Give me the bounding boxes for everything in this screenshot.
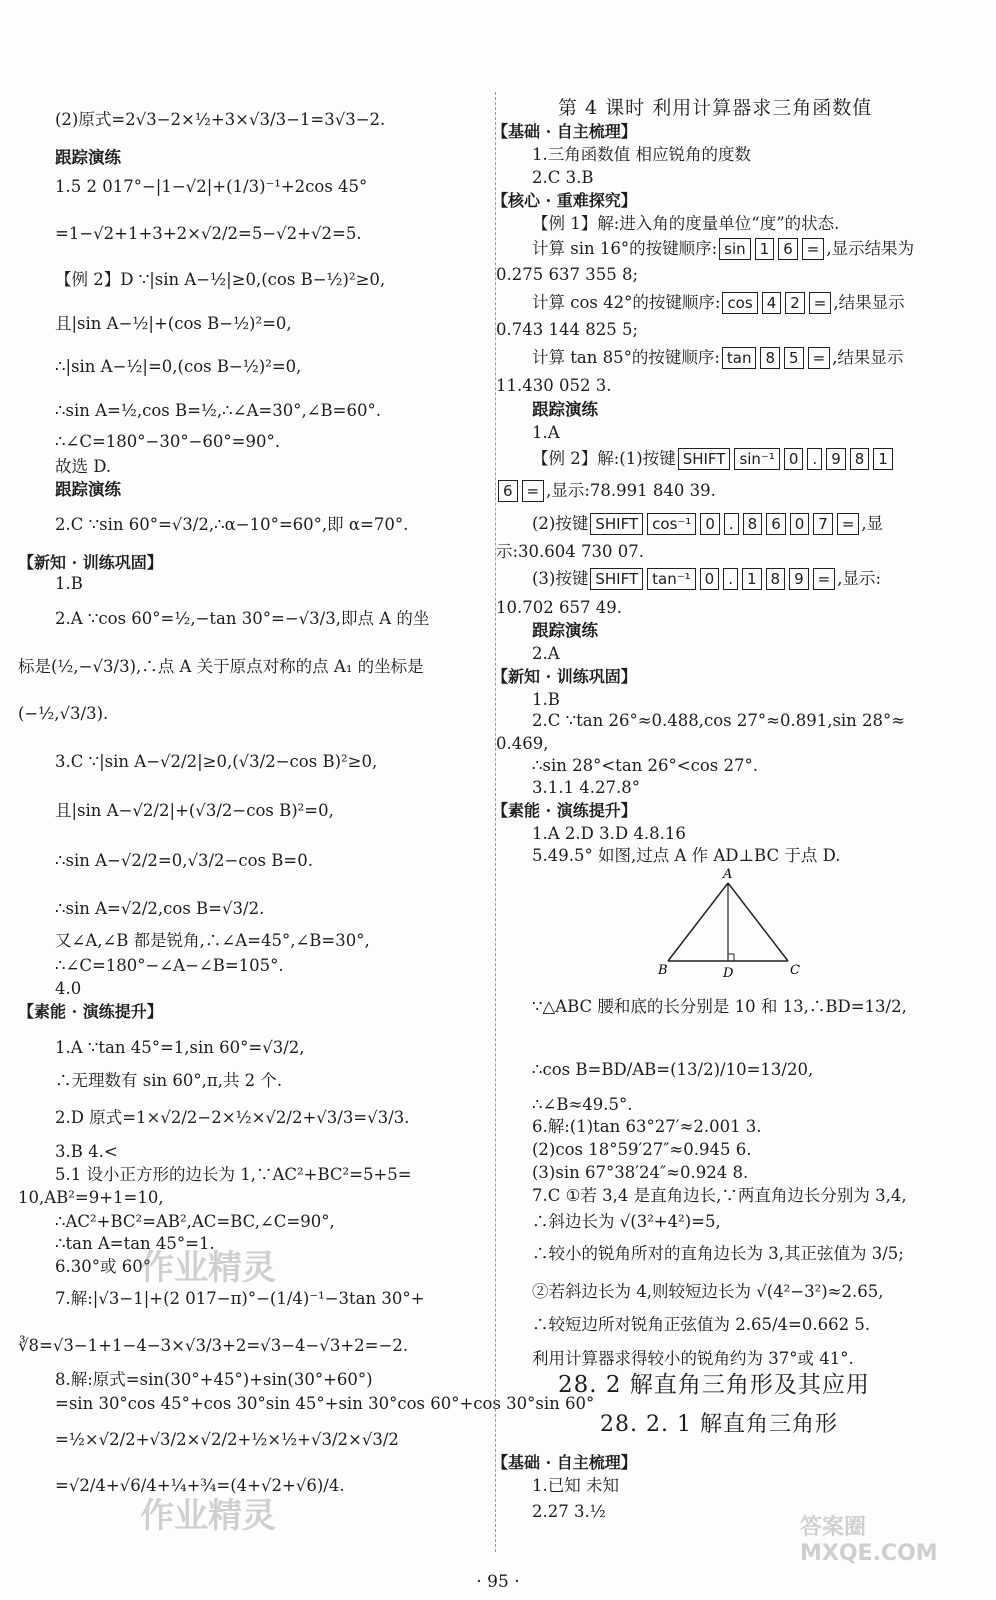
right-line-4 xyxy=(532,166,593,190)
line-text: 4.0 xyxy=(55,979,82,998)
right-line-44 xyxy=(558,1373,870,1397)
line-text: 2.C ∵sin 60°=√3/2,∴α−10°=60°,即 α=70°. xyxy=(55,515,409,534)
line-text: 10,AB²=9+1=10, xyxy=(18,1188,164,1207)
line-text: 跟踪演练 xyxy=(532,400,598,419)
line-text: 3.1.1 4.27.8° xyxy=(532,778,640,797)
line-text: 且|sin A−√2/2|+(√3/2−cos B)²=0, xyxy=(55,801,334,820)
line-text: 11.430 052 3. xyxy=(496,376,612,395)
line-text: 【例 1】解:进入角的度量单位“度”的状态. xyxy=(532,214,840,233)
left-line-19 xyxy=(55,799,334,823)
right-line-46 xyxy=(492,1451,637,1475)
line-text: ∴∠B≈49.5°. xyxy=(532,1095,633,1114)
line-text: 7.C ①若 3,4 是直角边长,∵两直角边长分别为 3,4, xyxy=(532,1186,907,1205)
left-line-29 xyxy=(55,1140,118,1164)
line-text: =1−√2+1+3+2×√2/2=5−√2+√2=5. xyxy=(55,224,362,243)
side-ab xyxy=(668,883,728,961)
calculator-key: 6 xyxy=(498,480,518,502)
line-text: 2.A xyxy=(532,644,560,663)
line-text: =√2/4+√6/4+¼+¾=(4+√2+√6)/4. xyxy=(55,1476,345,1495)
calculator-key: 4 xyxy=(762,292,782,314)
right-line-20 xyxy=(496,596,622,620)
line-text: (3)sin 67°38′24″≈0.924 8. xyxy=(532,1163,749,1182)
line-tail: ,结果显示 xyxy=(832,348,904,367)
right-line-9 xyxy=(532,291,905,315)
line-text: 1.三角函数值 相应锐角的度数 xyxy=(532,145,751,164)
line-text: ∴较小的锐角所对的直角边长为 3,其正弦值为 3/5; xyxy=(532,1244,904,1263)
line-tail: ,显 xyxy=(861,514,884,533)
left-line-7 xyxy=(55,355,301,379)
line-text: 【基础 · 自主梳理】 xyxy=(492,1453,637,1472)
right-angle-mark xyxy=(728,954,734,961)
line-text: 2.C 3.B xyxy=(532,168,594,187)
left-line-18 xyxy=(55,750,377,774)
line-text: 【例 2】解:(1)按键 xyxy=(532,449,676,468)
left-line-13 xyxy=(18,551,163,575)
left-line-23 xyxy=(55,954,284,978)
right-line-3 xyxy=(532,143,751,167)
line-text: 1.B xyxy=(55,574,83,593)
left-line-26 xyxy=(55,1036,305,1060)
line-tail: ,结果显示 xyxy=(833,293,905,312)
line-text: ∴tan A=tan 45°=1. xyxy=(55,1234,215,1253)
label-b: B xyxy=(658,963,668,978)
line-text: ∵△ABC 腰和底的长分别是 10 和 13,∴BD=13/2, xyxy=(532,997,907,1016)
left-line-31 xyxy=(18,1186,164,1210)
line-text: ∴cos B=BD/AB=(13/2)/10=13/20, xyxy=(532,1060,814,1079)
right-line-5 xyxy=(492,189,637,213)
line-text: 10.702 657 49. xyxy=(496,598,622,617)
calculator-key: cos xyxy=(722,292,757,314)
right-line-21 xyxy=(532,619,598,643)
line-text: 1.已知 未知 xyxy=(532,1476,619,1495)
calculator-key: 8 xyxy=(850,448,870,470)
left-line-36 xyxy=(18,1334,408,1358)
calculator-key: = xyxy=(837,513,860,535)
left-line-8 xyxy=(55,399,381,423)
line-text: ∴sin 28°<tan 26°<cos 27°. xyxy=(532,756,758,775)
triangle-figure xyxy=(658,867,813,981)
right-line-10 xyxy=(496,318,638,342)
left-line-3 xyxy=(55,175,367,199)
line-text: 计算 cos 42°的按键顺序: xyxy=(532,293,721,312)
calculator-key: SHIFT xyxy=(590,513,643,535)
left-line-11 xyxy=(55,478,121,502)
right-line-23 xyxy=(492,665,637,689)
right-line-27 xyxy=(532,754,758,778)
right-line-19 xyxy=(532,567,881,591)
line-tail: ,显示: xyxy=(837,569,882,588)
line-text: 【例 2】D ∵|sin A−½|≥0,(cos B−½)²≥0, xyxy=(55,270,386,289)
line-text: 计算 tan 85°的按键顺序: xyxy=(532,348,720,367)
line-text: (2)按键 xyxy=(532,514,589,533)
calculator-key: . xyxy=(724,513,739,535)
right-line-11 xyxy=(532,346,903,370)
right-line-32 xyxy=(532,995,907,1019)
calculator-key: tan⁻¹ xyxy=(647,568,696,590)
right-line-8 xyxy=(496,263,638,287)
right-line-7 xyxy=(532,237,914,261)
line-text: 1.B xyxy=(532,690,560,709)
line-text: 0.469, xyxy=(496,734,549,753)
line-text: 28. 2. 1 解直角三角形 xyxy=(600,1412,838,1437)
right-line-29 xyxy=(492,799,637,823)
left-line-16 xyxy=(18,655,424,679)
right-line-28 xyxy=(532,776,640,800)
calculator-key: tan xyxy=(722,347,757,369)
page-number: · 95 · xyxy=(476,1572,520,1592)
line-text: 第 4 课时 利用计算器求三角函数值 xyxy=(558,97,873,119)
line-text: 2.A ∵cos 60°=½,−tan 30°=−√3/3,即点 A 的坐 xyxy=(55,609,430,628)
right-line-31 xyxy=(532,844,840,868)
calculator-key: 5 xyxy=(784,347,804,369)
line-text: 1.5 2 017°−|1−√2|+(1/3)⁻¹+2cos 45° xyxy=(55,177,368,196)
calculator-key: SHIFT xyxy=(590,568,643,590)
left-line-14 xyxy=(55,572,83,596)
line-text: 2.27 3.½ xyxy=(532,1502,606,1521)
calculator-key: = xyxy=(809,292,832,314)
line-text: 故选 D. xyxy=(55,457,112,476)
calculator-key: 6 xyxy=(778,238,798,260)
calculator-key: 1 xyxy=(742,568,762,590)
label-d: D xyxy=(723,966,734,981)
left-line-28 xyxy=(55,1106,410,1130)
calculator-key: 8 xyxy=(766,568,786,590)
calculator-key: . xyxy=(723,568,738,590)
calculator-key: = xyxy=(522,480,545,502)
calculator-key: 1 xyxy=(873,448,893,470)
right-line-48 xyxy=(532,1500,606,1524)
label-c: C xyxy=(790,963,800,978)
line-text: 跟踪演练 xyxy=(55,148,121,167)
line-text: ∴∠C=180°−30°−60°=90°. xyxy=(55,432,280,451)
right-line-41 xyxy=(532,1280,883,1304)
line-text: ∴无理数有 sin 60°,π,共 2 个. xyxy=(55,1071,283,1090)
calculator-key: 0 xyxy=(784,448,804,470)
calculator-key: 8 xyxy=(743,513,763,535)
left-line-10 xyxy=(55,455,111,479)
left-line-38 xyxy=(55,1392,594,1416)
line-text: 计算 sin 16°的按键顺序: xyxy=(532,239,718,258)
right-line-1 xyxy=(558,96,872,120)
right-line-37 xyxy=(532,1161,748,1185)
right-line-39 xyxy=(532,1210,721,1234)
watermark-2: 作业精灵 xyxy=(140,1496,276,1536)
line-text: 【素能 · 演练提升】 xyxy=(18,1002,163,1021)
line-text: 【新知 · 训练巩固】 xyxy=(492,667,637,686)
line-text: ∴sin A=√2/2,cos B=√3/2. xyxy=(55,899,265,918)
left-line-35 xyxy=(55,1287,424,1311)
right-line-40 xyxy=(532,1242,904,1266)
right-line-35 xyxy=(532,1115,762,1139)
line-text: 0.743 144 825 5; xyxy=(496,320,639,339)
line-text: 【核心 · 重难探究】 xyxy=(492,191,637,210)
line-text: (−½,√3/3). xyxy=(18,704,109,723)
left-line-1 xyxy=(55,108,385,132)
line-text: ∴sin A−√2/2=0,√3/2−cos B=0. xyxy=(55,851,313,870)
right-line-6 xyxy=(532,212,839,236)
calculator-key: sin⁻¹ xyxy=(734,448,779,470)
calculator-key: 0 xyxy=(790,513,810,535)
left-line-27 xyxy=(55,1069,282,1093)
line-text: 1.A ∵tan 45°=1,sin 60°=√3/2, xyxy=(55,1038,305,1057)
line-text: ∴∠C=180°−∠A−∠B=105°. xyxy=(55,956,284,975)
right-line-16 xyxy=(496,479,716,503)
calculator-key: cos⁻¹ xyxy=(647,513,696,535)
right-line-14 xyxy=(532,421,560,445)
right-line-26 xyxy=(496,732,548,756)
calculator-key: 2 xyxy=(785,292,805,314)
right-line-42 xyxy=(532,1313,870,1337)
line-tail: ,显示结果为 xyxy=(826,239,915,258)
line-text: 7.解:|√3−1|+(2 017−π)°−(1/4)⁻¹−3tan 30°+ xyxy=(55,1289,425,1308)
line-text: 标是(½,−√3/3),∴点 A 关于原点对称的点 A₁ 的坐标是 xyxy=(18,657,424,676)
line-text: ∴|sin A−½|=0,(cos B−½)²=0, xyxy=(55,357,302,376)
line-text: ∴斜边长为 √(3²+4²)=5, xyxy=(532,1212,721,1231)
watermark-3: 答案圈 MXQE.COM xyxy=(800,1515,938,1566)
right-line-17 xyxy=(532,512,883,536)
left-line-30 xyxy=(55,1163,412,1187)
line-text: 2.D 原式=1×√2/2−2×½×√2/2+√3/3=√3/3. xyxy=(55,1108,410,1127)
line-text: 6.解:(1)tan 63°27′≈2.001 3. xyxy=(532,1117,762,1136)
left-line-2 xyxy=(55,146,121,170)
left-line-24 xyxy=(55,977,81,1001)
line-text: 且|sin A−½|+(cos B−½)²=0, xyxy=(55,314,292,333)
line-text: 8.解:原式=sin(30°+45°)+sin(30°+60°) xyxy=(55,1370,373,1389)
line-text: 5.49.5° 如图,过点 A 作 AD⊥BC 于点 D. xyxy=(532,846,841,865)
calculator-key: 9 xyxy=(826,448,846,470)
line-text: 【素能 · 演练提升】 xyxy=(492,801,637,820)
line-text: 示:30.604 730 07. xyxy=(496,542,645,561)
calculator-key: . xyxy=(807,448,822,470)
calculator-key: = xyxy=(808,347,831,369)
right-line-15 xyxy=(532,447,895,471)
left-line-5 xyxy=(55,268,385,292)
line-text: =½×√2/2+√3/2×√2/2+½×½+√3/2×√3/2 xyxy=(55,1430,399,1449)
calculator-key: 1 xyxy=(755,238,775,260)
left-line-22 xyxy=(55,929,370,953)
line-text: ∴AC²+BC²=AB²,AC=BC,∠C=90°, xyxy=(55,1212,335,1231)
line-text: 又∠A,∠B 都是锐角,∴∠A=45°,∠B=30°, xyxy=(55,931,370,950)
right-line-18 xyxy=(496,540,644,564)
calculator-key: = xyxy=(802,238,825,260)
left-line-6 xyxy=(55,312,292,336)
label-a: A xyxy=(723,867,733,882)
line-text: (2)cos 18°59′27″≈0.945 6. xyxy=(532,1140,752,1159)
right-line-13 xyxy=(532,398,598,422)
calculator-key: SHIFT xyxy=(678,448,731,470)
line-text: 3.C ∵|sin A−√2/2|≥0,(√3/2−cos B)²≥0, xyxy=(55,752,378,771)
line-text: (3)按键 xyxy=(532,569,589,588)
line-text: 0.275 637 355 8; xyxy=(496,265,639,284)
right-line-34 xyxy=(532,1093,633,1117)
right-line-25 xyxy=(532,709,905,733)
calculator-key: sin xyxy=(719,238,751,260)
left-line-4 xyxy=(55,222,362,246)
right-line-43 xyxy=(532,1347,854,1371)
line-text: (2)原式=2√3−2×½+3×√3/3−1=3√3−2. xyxy=(55,110,386,129)
line-text: 2.C ∵tan 26°≈0.488,cos 27°≈0.891,sin 28°≈ xyxy=(532,711,906,730)
calculator-key: 7 xyxy=(813,513,833,535)
line-text: 跟踪演练 xyxy=(532,621,598,640)
right-line-33 xyxy=(532,1058,813,1082)
right-line-30 xyxy=(532,822,686,846)
line-text: =sin 30°cos 45°+cos 30°sin 45°+sin 30°cos 60°+cos 30°sin 60° xyxy=(55,1394,595,1413)
calculator-key: 0 xyxy=(700,513,720,535)
right-line-47 xyxy=(532,1474,619,1498)
calculator-key: 8 xyxy=(760,347,780,369)
calculator-key: 9 xyxy=(789,568,809,590)
right-line-12 xyxy=(496,374,611,398)
line-text: 利用计算器求得较小的锐角约为 37°或 41°. xyxy=(532,1349,854,1368)
line-text: 【基础 · 自主梳理】 xyxy=(492,122,637,141)
line-text: 3.B 4.< xyxy=(55,1142,118,1161)
line-text: 跟踪演练 xyxy=(55,480,121,499)
left-line-25 xyxy=(18,1000,163,1024)
left-line-21 xyxy=(55,897,264,921)
line-text: 【新知 · 训练巩固】 xyxy=(18,553,163,572)
left-line-39 xyxy=(55,1428,399,1452)
line-text: 1.A 2.D 3.D 4.8.16 xyxy=(532,824,686,843)
right-line-22 xyxy=(532,642,560,666)
right-line-36 xyxy=(532,1138,751,1162)
line-text: 5.1 设小正方形的边长为 1,∵AC²+BC²=5+5= xyxy=(55,1165,412,1184)
watermark-1: 作业精灵 xyxy=(140,1248,276,1288)
line-text: 28. 2 解直角三角形及其应用 xyxy=(558,1372,870,1398)
right-line-2 xyxy=(492,120,637,144)
left-line-12 xyxy=(55,513,408,537)
left-line-32 xyxy=(55,1210,335,1234)
left-line-20 xyxy=(55,849,313,873)
line-text: 6.30°或 60° xyxy=(55,1257,151,1276)
calculator-key: 6 xyxy=(766,513,786,535)
line-text: ∴sin A=½,cos B=½,∴∠A=30°,∠B=60°. xyxy=(55,401,381,420)
right-line-45 xyxy=(600,1413,838,1437)
calculator-key: = xyxy=(813,568,836,590)
line-text: ∴较短边所对锐角正弦值为 2.65/4=0.662 5. xyxy=(532,1315,871,1334)
right-line-38 xyxy=(532,1184,907,1208)
line-text: ∛8=√3−1+1−4−3×√3/3+2=√3−4−√3+2=−2. xyxy=(18,1336,409,1355)
line-tail: ,显示:78.991 840 39. xyxy=(546,481,716,500)
left-line-17 xyxy=(18,702,108,726)
side-ac xyxy=(728,883,788,961)
left-line-9 xyxy=(55,430,280,454)
left-line-34 xyxy=(55,1255,151,1279)
left-line-15 xyxy=(55,607,429,631)
line-text: 1.A xyxy=(532,423,560,442)
left-line-37 xyxy=(55,1368,373,1392)
line-text: ②若斜边长为 4,则较短边长为 √(4²−3²)≈2.65, xyxy=(532,1282,884,1301)
calculator-key: 0 xyxy=(700,568,720,590)
